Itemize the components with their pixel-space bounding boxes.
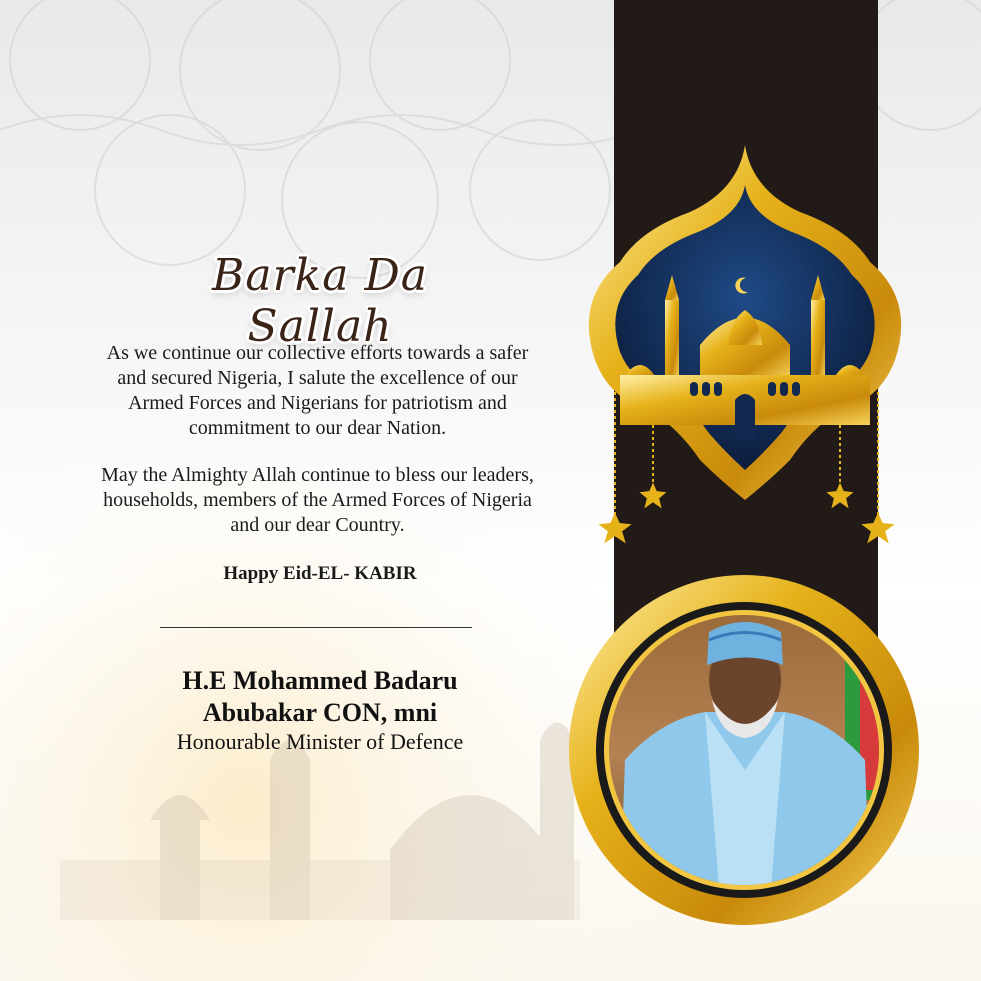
- signatory-name-line-1: H.E Mohammed Badaru: [182, 666, 458, 695]
- signatory-title: Honourable Minister of Defence: [176, 729, 464, 754]
- greeting-title: [140, 250, 500, 352]
- signatory-name-line-2: Abubakar CON, mni: [202, 698, 438, 727]
- eid-wish: Happy Eid-EL- KABIR: [223, 563, 417, 584]
- message-paragraph-1: As we continue our collective efforts towards a safer and secured Nigeria, I salute the excellence of our Armed Forces and Nigerians for patriotism and commitment to our dear Nation.: [106, 342, 529, 439]
- greeting-text: Barka Da Sallah: [212, 250, 428, 352]
- message-paragraph-2: May the Almighty Allah continue to bless our leaders, households, members of the Armed Forces of Nigeria and our dear Country.: [101, 464, 534, 536]
- signature-divider: [160, 627, 472, 628]
